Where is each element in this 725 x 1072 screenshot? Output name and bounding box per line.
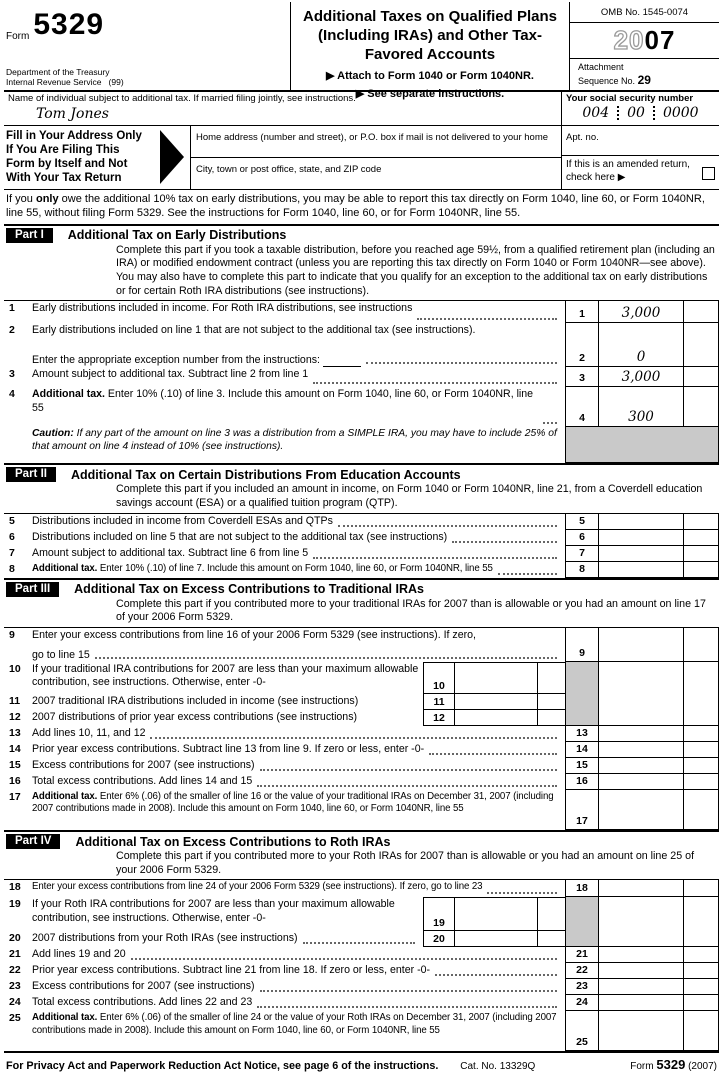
ssn-value[interactable]: 004 00 0000 bbox=[582, 105, 699, 121]
form-word: Form bbox=[6, 31, 30, 42]
line-16-cents-field[interactable] bbox=[683, 774, 719, 790]
form-line-10: 10 If your traditional IRA contributions for 2007 are less than your maximum allowable contribution, see instructions. Otherwise, enter -0- 10 bbox=[4, 662, 565, 694]
line-4-amount-field[interactable]: 300 bbox=[599, 387, 683, 427]
form-line-20: 20 2007 distributions from your Roth IRAs (see instructions) 20 bbox=[4, 931, 565, 947]
form-line-14: 14 Prior year excess contributions. Subtract line 13 from line 9. If zero or less, enter -0- 14 bbox=[4, 742, 719, 758]
line-2-amount-field[interactable]: 0 bbox=[599, 323, 683, 367]
form-number: 5329 bbox=[33, 8, 105, 41]
line-18-text: Enter your excess contributions from line 24 of your 2006 Form 5329 (see instructions). If zero, go to line 23 bbox=[32, 881, 483, 893]
line-12-amount-field[interactable] bbox=[455, 710, 537, 726]
line-8-amount-field[interactable] bbox=[599, 562, 683, 578]
amended-return-checkbox[interactable] bbox=[702, 167, 715, 180]
city-label: City, town or post office, state, and ZIP code bbox=[196, 164, 382, 175]
city-state-zip-input[interactable] bbox=[191, 158, 561, 189]
apt-number-input[interactable] bbox=[562, 126, 719, 156]
line-3-text: Amount subject to additional tax. Subtract line 2 from line 1 bbox=[32, 368, 309, 381]
line-25-text: Additional tax. Enter 6% (.06) of the smaller of line 24 or the value of your Roth IRAs on December 31, 2007 (including 2007 contributions made in 2008). Include this amount on Form 1040, line 60, or Form 1040NR, line 55 bbox=[32, 1012, 557, 1036]
form-line-12: 12 2007 distributions of prior year excess contributions (see instructions) 12 bbox=[4, 710, 565, 726]
part-4-label: Part IV bbox=[6, 834, 60, 849]
line-18-amount-field[interactable] bbox=[599, 880, 683, 897]
line-5-amount-field[interactable] bbox=[599, 514, 683, 530]
form-title-line2: (Including IRAs) and Other Tax-Favored Accounts bbox=[318, 26, 542, 63]
line-7-cents-field[interactable] bbox=[683, 546, 719, 562]
line-8-text: Additional tax. Enter 10% (.10) of line 7. Include this amount on Form 1040, line 60, or Form 1040NR, line 55 bbox=[32, 562, 493, 574]
shaded-number-column bbox=[565, 897, 599, 947]
attachment-sequence: Attachment Sequence No. 29 bbox=[578, 61, 651, 87]
line-25-cents-field[interactable] bbox=[683, 1011, 719, 1051]
line-9-cents-field[interactable] bbox=[683, 628, 719, 662]
lines-19-20-block bbox=[4, 897, 719, 947]
form-line-8: 8 Additional tax. Enter 10% (.10) of line 7. Include this amount on Form 1040, line 60, or Form 1040NR, line 55 8 bbox=[4, 562, 719, 578]
form-line-5: 5 Distributions included in income from Coverdell ESAs and QTPs 5 bbox=[4, 514, 719, 530]
ssn-separator bbox=[653, 106, 655, 120]
see-instructions-note: ▶ See separate instructions. bbox=[355, 88, 505, 101]
line-22-amount-field[interactable] bbox=[599, 963, 683, 979]
line-2-cents-field[interactable] bbox=[683, 323, 719, 367]
ssn-separator bbox=[617, 106, 619, 120]
line-25-amount-field[interactable] bbox=[599, 1011, 683, 1051]
line-14-cents-field[interactable] bbox=[683, 742, 719, 758]
line-6-cents-field[interactable] bbox=[683, 530, 719, 546]
line-9-text2: go to line 15 bbox=[32, 648, 90, 661]
shaded-area bbox=[565, 427, 719, 463]
address-instruction: Fill in Your Address Only If You Are Filing This Form by Itself and Not With Your Tax Return bbox=[4, 126, 190, 189]
line-13-amount-field[interactable] bbox=[599, 726, 683, 742]
part-2-description: Complete this part if you included an amount in income, on Form 1040 or Form 1040NR, line 21, from a Coverdell education savings account (ESA) or a qualified tuition program (QTP). bbox=[116, 483, 703, 510]
form-line-1: 1 Early distributions included in income. For Roth IRA distributions, see instructions 1 3,000 bbox=[4, 301, 719, 323]
form-line-2: 2 Early distributions included on line 1 that are not subject to the additional tax (see instructions). Enter the appropriate exception number from the instructions: 2 0 bbox=[4, 323, 719, 367]
line-7-amount-field[interactable] bbox=[599, 546, 683, 562]
line-15-cents-field[interactable] bbox=[683, 758, 719, 774]
line-23-amount-field[interactable] bbox=[599, 979, 683, 995]
line-24-cents-field[interactable] bbox=[683, 995, 719, 1011]
line-14-amount-field[interactable] bbox=[599, 742, 683, 758]
shaded-number-column bbox=[565, 662, 599, 726]
name-ssn-row bbox=[4, 92, 719, 126]
line-10-text: If your traditional IRA contributions for 2007 are less than your maximum allowable contribution, see instructions. Otherwise, enter -0- bbox=[32, 663, 419, 689]
form-line-23: 23 Excess contributions for 2007 (see instructions) 23 bbox=[4, 979, 719, 995]
lines-19-20-cents-area bbox=[683, 897, 719, 947]
line-10-cents-field[interactable] bbox=[537, 662, 565, 694]
line-16-text: Total excess contributions. Add lines 14 and 15 bbox=[32, 775, 253, 788]
form-number-block bbox=[4, 2, 290, 90]
exception-number-input[interactable] bbox=[323, 354, 361, 367]
omb-number: OMB No. 1545-0074 bbox=[570, 2, 719, 23]
apt-amended-column bbox=[561, 126, 719, 189]
lines-10-12-block bbox=[4, 662, 719, 726]
form-footer-id: Form 5329 (2007) bbox=[630, 1057, 717, 1072]
omb-year-block bbox=[569, 2, 719, 90]
line-1-text: Early distributions included in income. For Roth IRA distributions, see instructions bbox=[32, 302, 413, 315]
line-21-cents-field[interactable] bbox=[683, 947, 719, 963]
line-10-amount-field[interactable] bbox=[455, 662, 537, 694]
line-2-text: Early distributions included on line 1 that are not subject to the additional tax (see instructions). bbox=[32, 324, 476, 337]
line-15-amount-field[interactable] bbox=[599, 758, 683, 774]
form-line-11: 11 2007 traditional IRA distributions included in income (see instructions) 11 bbox=[4, 694, 565, 710]
line-21-amount-field[interactable] bbox=[599, 947, 683, 963]
form-title-line1: Additional Taxes on Qualified Plans bbox=[303, 8, 557, 25]
part-1-title: Additional Tax on Early Distributions bbox=[67, 228, 287, 243]
form-line-4: 4 Additional tax. Enter 10% (.10) of line 3. Include this amount on Form 1040, line 60, or Form 1040NR, line 55 4 300 bbox=[4, 387, 719, 427]
form-line-25: 25 Additional tax. Enter 6% (.06) of the smaller of line 24 or the value of your Roth IRAs on December 31, 2007 (including 2007 contributions made in 2008). Include this amount on Form 1040, line 60, or Form 1040NR, line 55 25 bbox=[4, 1011, 719, 1051]
line-23-text: Excess contributions for 2007 (see instructions) bbox=[32, 980, 255, 993]
line-23-cents-field[interactable] bbox=[683, 979, 719, 995]
form-line-3: 3 Amount subject to additional tax. Subtract line 2 from line 1 3 3,000 bbox=[4, 367, 719, 387]
form-line-24: 24 Total excess contributions. Add lines 22 and 23 24 bbox=[4, 995, 719, 1011]
apt-label: Apt. no. bbox=[566, 132, 599, 143]
line-9-amount-field[interactable] bbox=[599, 628, 683, 662]
line-6-amount-field[interactable] bbox=[599, 530, 683, 546]
right-arrow-icon bbox=[160, 130, 184, 184]
line-4-cents-field[interactable] bbox=[683, 387, 719, 427]
lines-10-12-cents-area bbox=[683, 662, 719, 726]
home-address-label: Home address (number and street), or P.O. box if mail is not delivered to your home bbox=[196, 132, 549, 143]
caution-row bbox=[4, 427, 719, 463]
form-line-18: 18 Enter your excess contributions from line 24 of your 2006 Form 5329 (see instructions). If zero, go to line 23 18 bbox=[4, 880, 719, 897]
lines-19-20-amount-area bbox=[599, 897, 683, 947]
caution-text: Caution: If any part of the amount on line 3 was a distribution from a SIMPLE IRA, you may have to include 25% of that amount on line 4 instead of 10% (see instructions). bbox=[32, 428, 557, 453]
name-label: Name of individual subject to additional tax. If married filing jointly, see instructions. bbox=[8, 93, 356, 104]
part-3-description: Complete this part if you contributed more to your traditional IRAs for 2007 than is allowable or you had an amount on line 17 of your 2006 Form 5329. bbox=[116, 597, 706, 624]
form-line-6: 6 Distributions included on line 5 that are not subject to the additional tax (see instructions) 6 bbox=[4, 530, 719, 546]
lines-10-12-amount-area bbox=[599, 662, 683, 726]
line-5-text: Distributions included in income from Coverdell ESAs and QTPs bbox=[32, 514, 333, 527]
form-line-22: 22 Prior year excess contributions. Subtract line 21 from line 18. If zero or less, enter -0- 22 bbox=[4, 963, 719, 979]
ssn-field[interactable] bbox=[561, 92, 719, 125]
form-title-block bbox=[290, 2, 569, 101]
line-17-text: Additional tax. Enter 6% (.06) of the smaller of line 16 or the value of your traditional IRAs on December 31, 2007 (including 2007 contributions made in 2008). Include this amount on Form 1040, line 60, or Form 1040NR, line 55 bbox=[32, 791, 554, 815]
form-line-19: 19 If your Roth IRA contributions for 2007 are less than your maximum allowable contribution, see instructions. Otherwise, enter -0- 19 bbox=[4, 897, 565, 931]
part-4-title: Additional Tax on Excess Contributions to Roth IRAs bbox=[75, 834, 391, 849]
line-2-text2: Enter the appropriate exception number from the instructions: bbox=[32, 354, 320, 366]
line-20-amount-field[interactable] bbox=[455, 931, 537, 947]
form-line-21: 21 Add lines 19 and 20 21 bbox=[4, 947, 719, 963]
form-line-17: 17 Additional tax. Enter 6% (.06) of the smaller of line 16 or the value of your traditional IRAs on December 31, 2007 (including 2007 contributions made in 2008). Include this amount on Form 1040, line 60, or Form 1040NR, line 55 17 bbox=[4, 790, 719, 830]
part-1-section bbox=[4, 224, 719, 464]
part-2-title: Additional Tax on Certain Distributions From Education Accounts bbox=[70, 467, 461, 482]
attach-note: ▶ Attach to Form 1040 or Form 1040NR. bbox=[326, 70, 534, 83]
part-2-label: Part II bbox=[6, 467, 56, 482]
privacy-notice: For Privacy Act and Paperwork Reduction Act Notice, see page 6 of the instructions. bbox=[6, 1060, 439, 1072]
line-1-cents-field[interactable] bbox=[683, 301, 719, 323]
line-20-text: 2007 distributions from your Roth IRAs (see instructions) bbox=[32, 932, 298, 945]
form-line-15: 15 Excess contributions for 2007 (see instructions) 15 bbox=[4, 758, 719, 774]
line-6-text: Distributions included on line 5 that are not subject to the additional tax (see instructions) bbox=[32, 530, 448, 543]
home-address-input[interactable] bbox=[191, 126, 561, 158]
line-18-cents-field[interactable] bbox=[683, 880, 719, 897]
line-22-text: Prior year excess contributions. Subtract line 21 from line 18. If zero or less, enter -0- bbox=[32, 964, 431, 977]
line-17-amount-field[interactable] bbox=[599, 790, 683, 830]
tax-year: 20 07 bbox=[570, 23, 719, 59]
line-11-cents-field[interactable] bbox=[537, 694, 565, 710]
line-11-text: 2007 traditional IRA distributions included in income (see instructions) bbox=[32, 695, 359, 708]
line-20-cents-field[interactable] bbox=[537, 931, 565, 947]
form-footer bbox=[4, 1051, 719, 1072]
line-19-amount-field[interactable] bbox=[455, 897, 537, 931]
filing-notice: If you only owe the additional 10% tax on early distributions, you may be able to report this tax directly on Form 1040, line 60, or Form 1040NR, line 55, without filing Form 5329. See the instructions for Form 1040, line 60, or for Form 1040NR, line 55. bbox=[6, 193, 705, 220]
part-3-title: Additional Tax on Excess Contributions to Traditional IRAs bbox=[74, 582, 424, 597]
form-line-13: 13 Add lines 10, 11, and 12 13 bbox=[4, 726, 719, 742]
ssn-label: Your social security number bbox=[566, 93, 694, 104]
form-line-9: 9 Enter your excess contributions from line 16 of your 2006 Form 5329 (see instructions). If zero, go to line 15 9 bbox=[4, 628, 719, 662]
department-lines: Department of the Treasury Internal Revenue Service (99) bbox=[6, 66, 124, 87]
line-3-amount-field[interactable]: 3,000 bbox=[599, 367, 683, 387]
form-line-7: 7 Amount subject to additional tax. Subtract line 6 from line 5 7 bbox=[4, 546, 719, 562]
name-field[interactable] bbox=[4, 92, 561, 125]
line-19-text: If your Roth IRA contributions for 2007 are less than your maximum allowable contribution, see instructions. Otherwise, enter -0- bbox=[32, 898, 395, 924]
catalog-number: Cat. No. 13329Q bbox=[460, 1061, 536, 1072]
line-1-amount-field[interactable]: 3,000 bbox=[599, 301, 683, 323]
address-block bbox=[4, 126, 719, 190]
line-8-cents-field[interactable] bbox=[683, 562, 719, 578]
line-13-text: Add lines 10, 11, and 12 bbox=[32, 727, 146, 740]
address-fields bbox=[190, 126, 561, 189]
part-2-section bbox=[4, 463, 719, 577]
line-16-amount-field[interactable] bbox=[599, 774, 683, 790]
amended-return-row bbox=[562, 156, 719, 189]
line-5-cents-field[interactable] bbox=[683, 514, 719, 530]
part-3-section bbox=[4, 578, 719, 830]
line-11-amount-field[interactable] bbox=[455, 694, 537, 710]
line-22-cents-field[interactable] bbox=[683, 963, 719, 979]
line-24-amount-field[interactable] bbox=[599, 995, 683, 1011]
name-value[interactable]: Tom Jones bbox=[36, 106, 109, 122]
line-12-cents-field[interactable] bbox=[537, 710, 565, 726]
part-1-label: Part I bbox=[6, 228, 53, 243]
line-17-cents-field[interactable] bbox=[683, 790, 719, 830]
line-7-text: Amount subject to additional tax. Subtract line 6 from line 5 bbox=[32, 546, 309, 559]
line-19-cents-field[interactable] bbox=[537, 897, 565, 931]
line-4-text: Additional tax. Enter 10% (.10) of line 3. Include this amount on Form 1040, line 60, or Form 1040NR, line 55 bbox=[32, 388, 534, 414]
part-1-description: Complete this part if you took a taxable distribution, before you reached age 59½, from a qualified retirement plan (including an IRA) or modified endowment contract (unless you are reporting this tax directly on Form 1040 or Form 1040NR—see above). You may also have to complete this part to indicate that you qualify for an exception to the additional tax on early distributions or for certain Roth IRA distributions (see instructions). bbox=[116, 243, 715, 297]
line-13-cents-field[interactable] bbox=[683, 726, 719, 742]
part-4-section bbox=[4, 830, 719, 1051]
part-3-label: Part III bbox=[6, 582, 59, 597]
line-9-text: Enter your excess contributions from line 16 of your 2006 Form 5329 (see instructions). If zero, bbox=[32, 629, 476, 642]
line-15-text: Excess contributions for 2007 (see instructions) bbox=[32, 759, 255, 772]
line-24-text: Total excess contributions. Add lines 22 and 23 bbox=[32, 996, 253, 1009]
part-4-description: Complete this part if you contributed more to your Roth IRAs for 2007 than is allowable or you had an amount on line 25 of your 2006 Form 5329. bbox=[116, 850, 695, 876]
amended-return-label: If this is an amended return, check here ▶ bbox=[566, 158, 690, 183]
line-12-text: 2007 distributions of prior year excess contributions (see instructions) bbox=[32, 711, 358, 724]
line-3-cents-field[interactable] bbox=[683, 367, 719, 387]
form-line-16: 16 Total excess contributions. Add lines 14 and 15 16 bbox=[4, 774, 719, 790]
line-21-text: Add lines 19 and 20 bbox=[32, 948, 126, 961]
line-14-text: Prior year excess contributions. Subtract line 13 from line 9. If zero or less, enter -0- bbox=[32, 743, 425, 756]
